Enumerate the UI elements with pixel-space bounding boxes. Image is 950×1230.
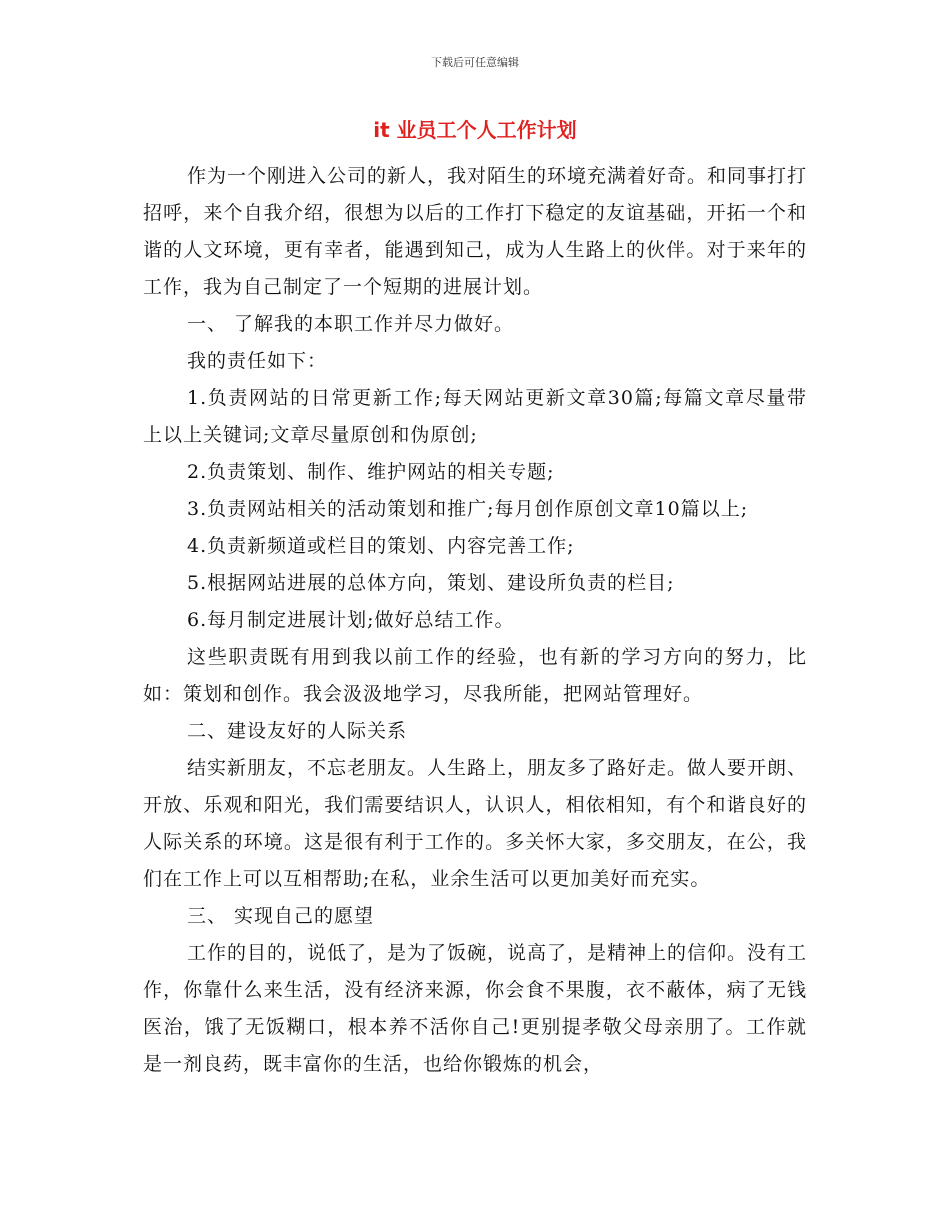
section-heading-2: 二、建设友好的人际关系 [187, 720, 408, 742]
responsibility-item-5: 5.根据网站进展的总体方向，策划、建设所负责的栏目; [187, 572, 675, 594]
responsibility-item-6: 6.每月制定进展计划;做好总结工作。 [187, 609, 515, 631]
paragraph-relationships: 结实新朋友，不忘老朋友。人生路上，朋友多了路好走。做人要开朗、开放、乐观和阳光，我们需要结识人，认识人，相依相知，有个和谐良好的人际关系的环境。这是很有利于工作的。多关怀大家，多交朋友，在公，我们在工作上可以互相帮助;在私，业余生活可以更加美好而充实。 [143, 757, 808, 890]
paragraph-duties-summary: 这些职责既有用到我以前工作的经验，也有新的学习方向的努力，比如：策划和创作。我会汲汲地学习，尽我所能，把网站管理好。 [143, 646, 807, 705]
responsibilities-label: 我的责任如下： [187, 350, 328, 372]
section-heading-3: 三、 实现自己的愿望 [187, 905, 375, 927]
paragraph-aspirations: 工作的目的，说低了，是为了饭碗，说高了，是精神上的信仰。没有工作，你靠什么来生活，没有经济来源，你会食不果腹，衣不蔽体，病了无钱医治，饿了无饭糊口，根本养不活你自己!更别提孝敬父母亲朋了。工作就是一剂良药，既丰富你的生活，也给你锻炼的机会， [143, 942, 808, 1075]
section-heading-1: 一、 了解我的本职工作并尽力做好。 [187, 313, 515, 335]
paragraph-intro: 作为一个刚进入公司的新人，我对陌生的环境充满着好奇。和同事打打招呼，来个自我介绍，很想为以后的工作打下稳定的友谊基础，开拓一个和谐的人文环境，更有幸者，能遇到知己，成为人生路上的伙伴。对于来年的工作，我为自己制定了一个短期的进展计划。 [143, 165, 808, 298]
document-title: it 业员工个人工作计划 [373, 118, 577, 142]
page-header-note: 下载后可任意编辑 [431, 56, 519, 69]
document-body [143, 158, 807, 1083]
responsibility-item-4: 4.负责新频道或栏目的策划、内容完善工作; [187, 535, 575, 557]
responsibility-item-1: 1.负责网站的日常更新工作;每天网站更新文章30篇;每篇文章尽量带上以上关键词;文章尽量原创和伪原创; [143, 387, 807, 446]
responsibility-item-2: 2.负责策划、制作、维护网站的相关专题; [187, 461, 555, 483]
responsibility-item-3: 3.负责网站相关的活动策划和推广;每月创作原创文章10篇以上; [187, 498, 749, 520]
